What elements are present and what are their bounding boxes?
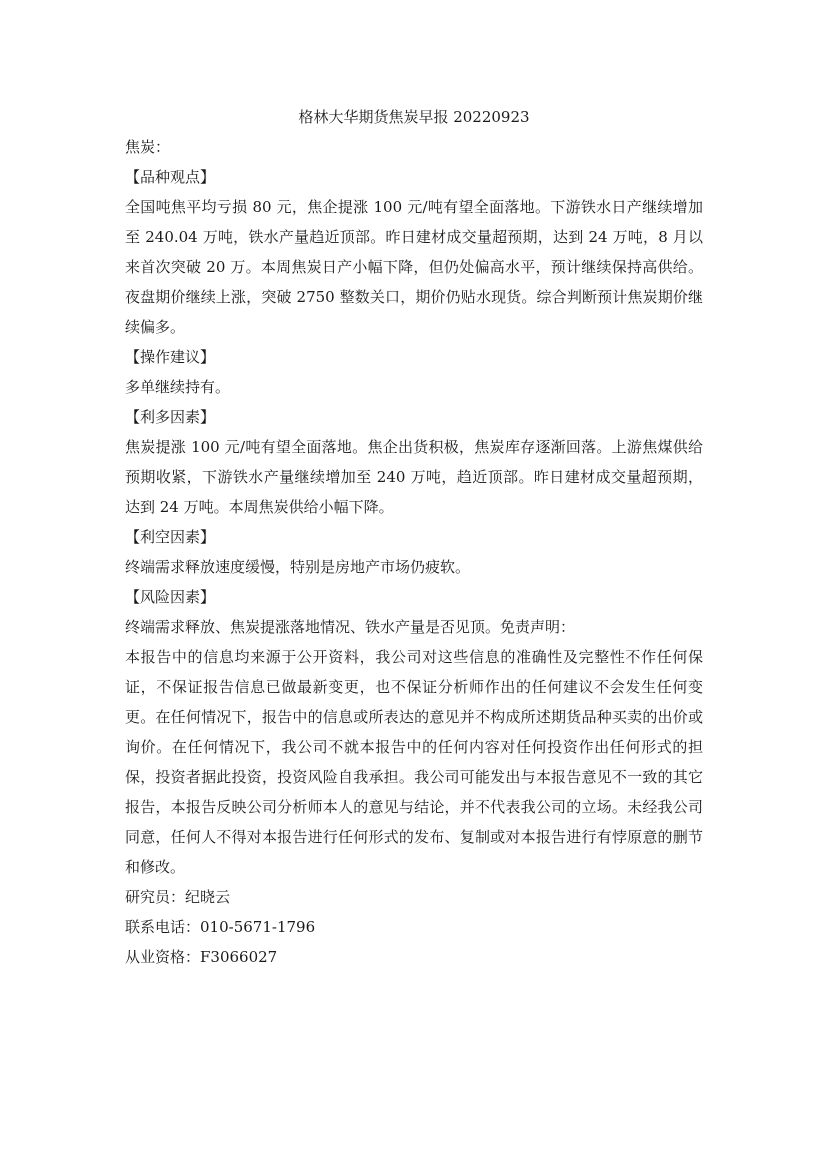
- section-body-bearish: 终端需求释放速度缓慢，特别是房地产市场仍疲软。: [125, 558, 471, 576]
- report-title: 格林大华期货焦炭早报 20220923: [298, 108, 530, 126]
- phone-line: 联系电话：010-5671-1796: [125, 918, 316, 936]
- section-heading-bearish: 【利空因素】: [125, 528, 216, 546]
- section-body-bullish: 焦炭提涨 100 元/吨有望全面落地。焦企出货积极，焦炭库存逐渐回落。上游焦煤供给预期收紧，下游铁水产量继续增加至 240 万吨，趋近顶部。昨日建材成交量超预期，达到 24 万吨。本周焦炭供给小幅下降。: [125, 438, 703, 516]
- section-heading-risk: 【风险因素】: [125, 588, 216, 606]
- qualification-line: 从业资格：F3066027: [125, 948, 278, 966]
- section-heading-viewpoint: 【品种观点】: [125, 168, 216, 186]
- researcher-line: 研究员：纪晓云: [125, 888, 231, 906]
- section-heading-advice: 【操作建议】: [125, 348, 216, 366]
- subject-label: 焦炭：: [125, 138, 171, 156]
- disclaimer-text: 本报告中的信息均来源于公开资料，我公司对这些信息的准确性及完整性不作任何保证，不保证报告信息已做最新变更，也不保证分析师作出的任何建议不会发生任何变更。在任何情况下，报告中的信息或所表达的意见并不构成所述期货品种买卖的出价或询价。在任何情况下，我公司不就本报告中的任何内容对任何投资作出任何形式的担保，投资者据此投资，投资风险自我承担。我公司可能发出与本报告意见不一致的其它报告，本报告反映公司分析师本人的意见与结论，并不代表我公司的立场。未经我公司同意，任何人不得对本报告进行任何形式的发布、复制或对本报告进行有悖原意的删节和修改。: [125, 648, 703, 876]
- report-page: [125, 104, 703, 972]
- section-heading-bullish: 【利多因素】: [125, 408, 216, 426]
- section-body-advice: 多单继续持有。: [125, 378, 231, 396]
- section-body-viewpoint: 全国吨焦平均亏损 80 元，焦企提涨 100 元/吨有望全面落地。下游铁水日产继续增加至 240.04 万吨，铁水产量趋近顶部。昨日建材成交量超预期，达到 24 万吨，8 月以来首次突破 20 万。本周焦炭日产小幅下降，但仍处偏高水平，预计继续保持高供给。夜盘期价继续上涨，突破 2750 整数关口，期价仍贴水现货。综合判断预计焦炭期价继续偏多。: [125, 198, 703, 336]
- section-body-risk: 终端需求释放、焦炭提涨落地情况、铁水产量是否见顶。免责声明：: [125, 618, 576, 636]
